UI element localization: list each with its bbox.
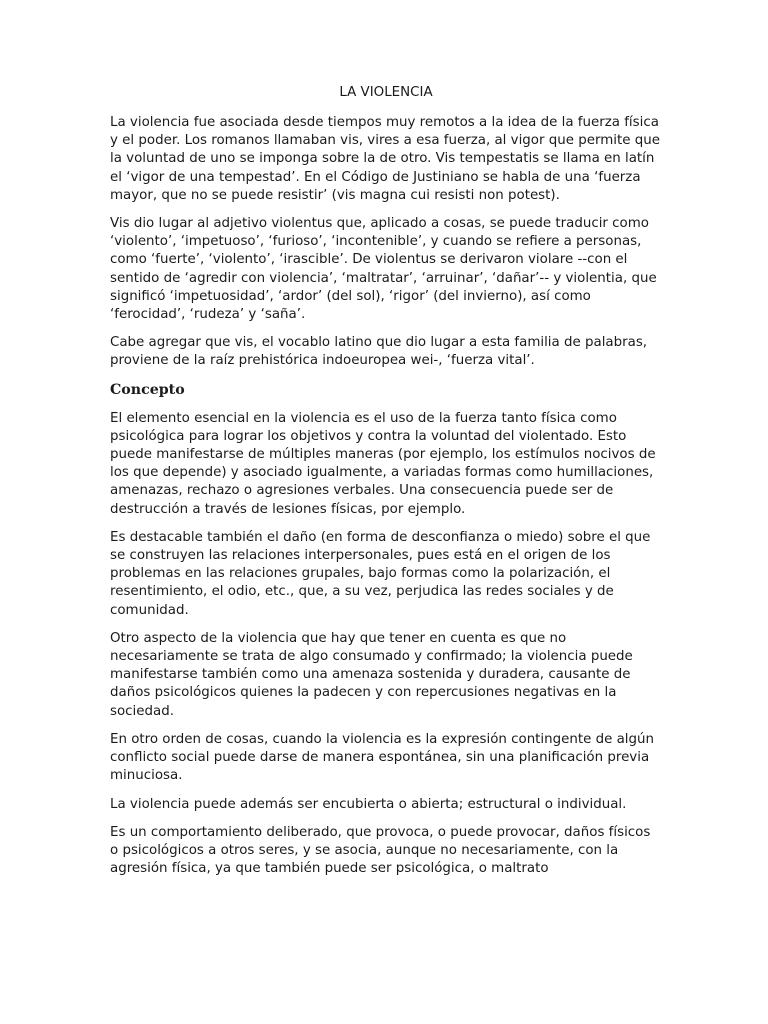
paragraph-concept-5: La violencia puede además ser encubierta o abierta; estructural o individual. — [110, 796, 627, 812]
paragraph-concept-6: Es un comportamiento deliberado, que provoca, o puede provocar, daños físicos o psicológicos a otros seres, y se asocia, aunque no necesariamente, con la agresión física, ya que también puede ser psicológica, o maltrato — [110, 824, 651, 877]
paragraph-concept-4: En otro orden de cosas, cuando la violencia es la expresión contingente de algún conflicto social puede darse de manera espontánea, sin una planificación previa minuciosa. — [110, 731, 655, 784]
paragraph-concept-3: Otro aspecto de la violencia que hay que tener en cuenta es que no necesariamente se trata de algo consumado y confirmado; la violencia puede manifestarse también como una amenaza sostenida y duradera, causante de daños psicológicos quienes la padecen y con repercusiones negativas en la sociedad. — [110, 630, 633, 719]
document-body — [110, 84, 662, 888]
paragraph-concept-2: Es destacable también el daño (en forma de desconfianza o miedo) sobre el que se construyen las relaciones interpersonales, pues está en el origen de los problemas en las relaciones grupales, bajo formas como la polarización, el resentimiento, el odio, etc., que, a su vez, perjudica las redes sociales y de comunidad. — [110, 529, 651, 618]
paragraph-etymology: Vis dio lugar al adjetivo violentus que, aplicado a cosas, se puede traducir como ‘violento’, ‘impetuoso’, ‘furioso’, ‘incontenible’, y cuando se refiere a personas, como ‘fuerte’, ‘violento’, ‘irascible’. De violentus se derivaron violare --con el sentido de ‘agredir con violencia’, ‘maltratar’, ‘arruinar’, ‘dañar’-- y violentia, que significó ‘impetuosidad’, ‘ardor’ (del sol), ‘rigor’ (del invierno), así como ‘ferocidad’, ‘rudeza’ y ‘saña’. — [110, 216, 657, 323]
section-heading-concepto: Concepto — [110, 381, 185, 398]
paragraph-origin: La violencia fue asociada desde tiempos muy remotos a la idea de la fuerza física y el poder. Los romanos llamaban vis, vires a esa fuerza, al vigor que permite que la voluntad de uno se imponga sobre la de otro. Vis tempestatis se llama en latín el ‘vigor de una tempestad’. En el Código de Justiniano se habla de una ‘fuerza mayor, que no se puede resistir’ (vis magna cui resisti non potest). — [110, 115, 660, 203]
paragraph-root: Cabe agregar que vis, el vocablo latino que dio lugar a esta familia de palabras, proviene de la raíz prehistórica indoeuropea wei-, ‘fuerza vital’. — [110, 335, 648, 369]
paragraph-concept-1: El elemento esencial en la violencia es el uso de la fuerza tanto física como psicológica para lograr los objetivos y contra la voluntad del violentado. Esto puede manifestarse de múltiples maneras (por ejemplo, los estímulos nocivos de los que depende) y asociado igualmente, a variadas formas como humillaciones, amenazas, rechazo o agresiones verbales. Una consecuencia puede ser de destrucción a través de lesiones físicas, por ejemplo. — [110, 410, 656, 517]
document-title: LA VIOLENCIA — [339, 85, 433, 100]
